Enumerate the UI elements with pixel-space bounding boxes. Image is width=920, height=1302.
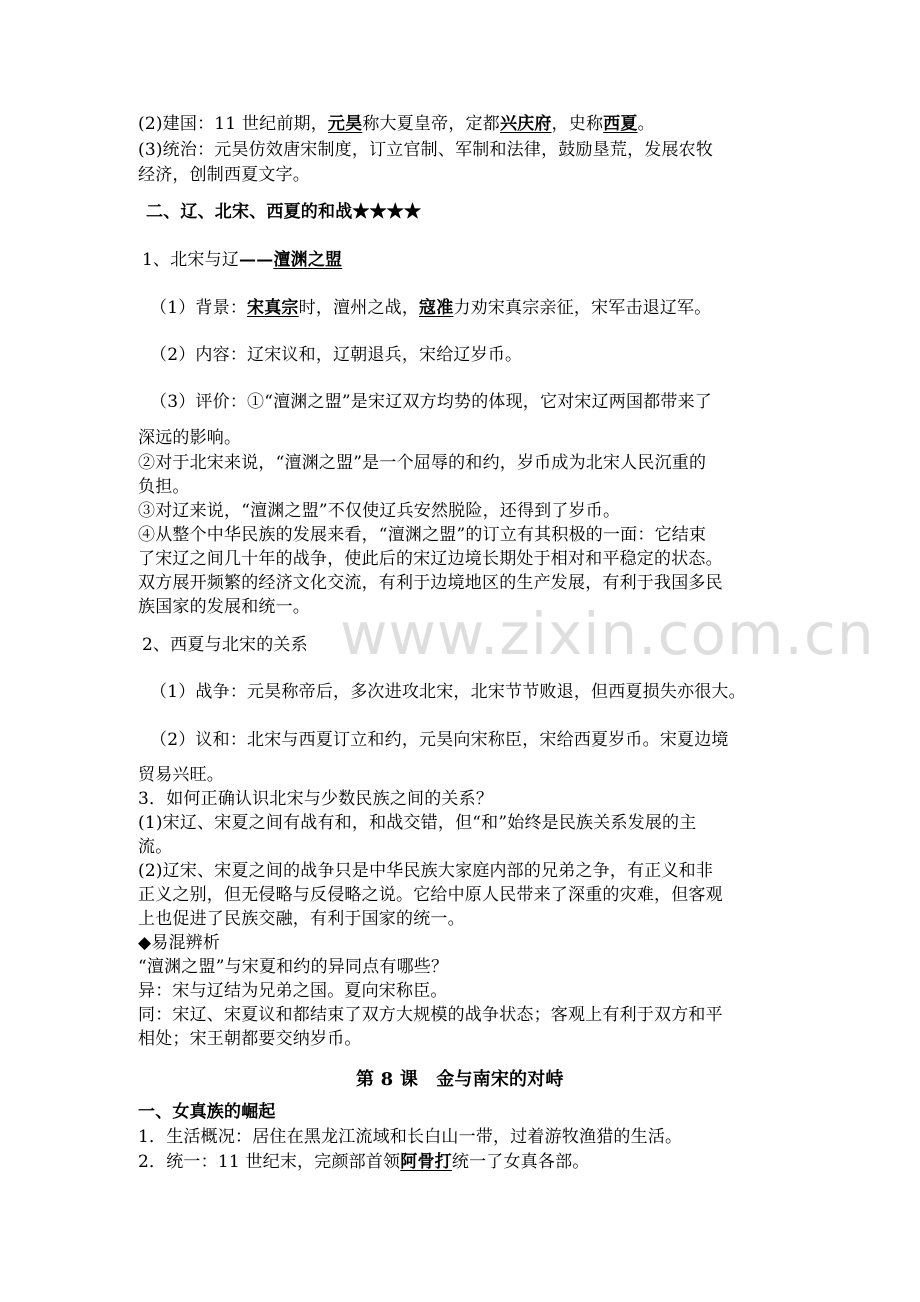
line-answer-1b: 流。: [138, 837, 173, 857]
line-evaluation-8: 双方展开频繁的经济文化交流，有利于边境地区的生产发展，有利于我国多民: [138, 573, 723, 593]
section-heading-jurchen: 一、女真族的崛起: [138, 1102, 276, 1122]
line-similarity-2: 相处；宋王朝都要交纳岁币。: [138, 1029, 362, 1049]
line-life: 1．生活概况：居住在黑龙江流域和长白山一带，过着游牧渔猎的生活。: [138, 1127, 683, 1147]
line-confusion-title: ◆易混辨析: [138, 933, 221, 953]
line-difference: 异：宋与辽结为兄弟之国。夏向宋称臣。: [138, 981, 448, 1001]
line-rule-2: 经济，创制西夏文字。: [138, 165, 310, 185]
line-answer-2c: 上也促进了民族交融，有利于国家的统一。: [138, 909, 465, 929]
lesson-title: 第 8 课 金与南宋的对峙: [356, 1069, 564, 1090]
subheading-xixia-song: 2、西夏与北宋的关系: [142, 635, 308, 655]
line-background: （1）背景：宋真宗时，澶州之战，寇准力劝宋真宗亲征，宋军击退辽军。: [150, 298, 712, 318]
line-evaluation-3: ②对于北宋来说，“澶渊之盟”是一个屈辱的和约，岁币成为北宋人民沉重的: [138, 453, 707, 473]
watermark: www.zixin.com.cn: [340, 600, 875, 668]
line-answer-2b: 正义之别，但无侵略与反侵略之说。它给中原人民带来了深重的灾难，但客观: [138, 885, 723, 905]
line-evaluation-6: ④从整个中华民族的发展来看，“澶渊之盟”的订立有其积极的一面：它结束: [138, 525, 707, 545]
section-heading-relations: 二、辽、北宋、西夏的和战★★★★: [146, 202, 422, 222]
line-answer-2a: (2)辽宋、宋夏之间的战争只是中华民族大家庭内部的兄弟之争，有正义和非: [138, 861, 714, 881]
line-unify: 2．统一：11 世纪末，完颜部首领阿骨打统一了女真各部。: [138, 1152, 590, 1172]
line-question: 3．如何正确认识北宋与少数民族之间的关系？: [138, 789, 494, 809]
line-peace-2: 贸易兴旺。: [138, 765, 224, 785]
line-answer-1a: (1)宋辽、宋夏之间有战有和，和战交错，但“和”始终是民族关系发展的主: [138, 813, 697, 833]
line-content: （2）内容：辽宋议和，辽朝退兵，宋给辽岁币。: [150, 345, 523, 365]
line-peace-1: （2）议和：北宋与西夏订立和约，元昊向宋称臣，宋给西夏岁币。宋夏边境: [150, 730, 729, 750]
line-similarity-1: 同：宋辽、宋夏议和都结束了双方大规模的战争状态；客观上有利于双方和平: [138, 1005, 723, 1025]
line-evaluation-9: 族国家的发展和统一。: [138, 597, 310, 617]
line-evaluation-5: ③对辽来说，“澶渊之盟”不仅使辽兵安然脱险，还得到了岁币。: [138, 501, 621, 521]
line-evaluation-7: 了宋辽之间几十年的战争，使此后的宋辽边境长期处于相对和平稳定的状态。: [138, 549, 723, 569]
line-evaluation-4: 负担。: [138, 477, 190, 497]
line-evaluation-1: （3）评价：①“澶渊之盟”是宋辽双方均势的体现，它对宋辽两国都带来了: [150, 392, 712, 412]
line-confusion-question: “澶渊之盟”与宋夏和约的异同点有哪些？: [138, 957, 449, 977]
subheading-song-liao: 1、北宋与辽——澶渊之盟: [142, 250, 343, 270]
line-establishment: (2)建国：11 世纪前期，元昊称大夏皇帝，定都兴庆府，史称西夏。: [138, 114, 655, 134]
line-evaluation-2: 深远的影响。: [138, 428, 242, 448]
line-rule-1: (3)统治：元昊仿效唐宋制度，订立官制、军制和法律，鼓励垦荒，发展农牧: [138, 140, 714, 160]
line-war: （1）战争：元昊称帝后，多次进攻北宋，北宋节节败退，但西夏损失亦很大。: [150, 682, 746, 702]
